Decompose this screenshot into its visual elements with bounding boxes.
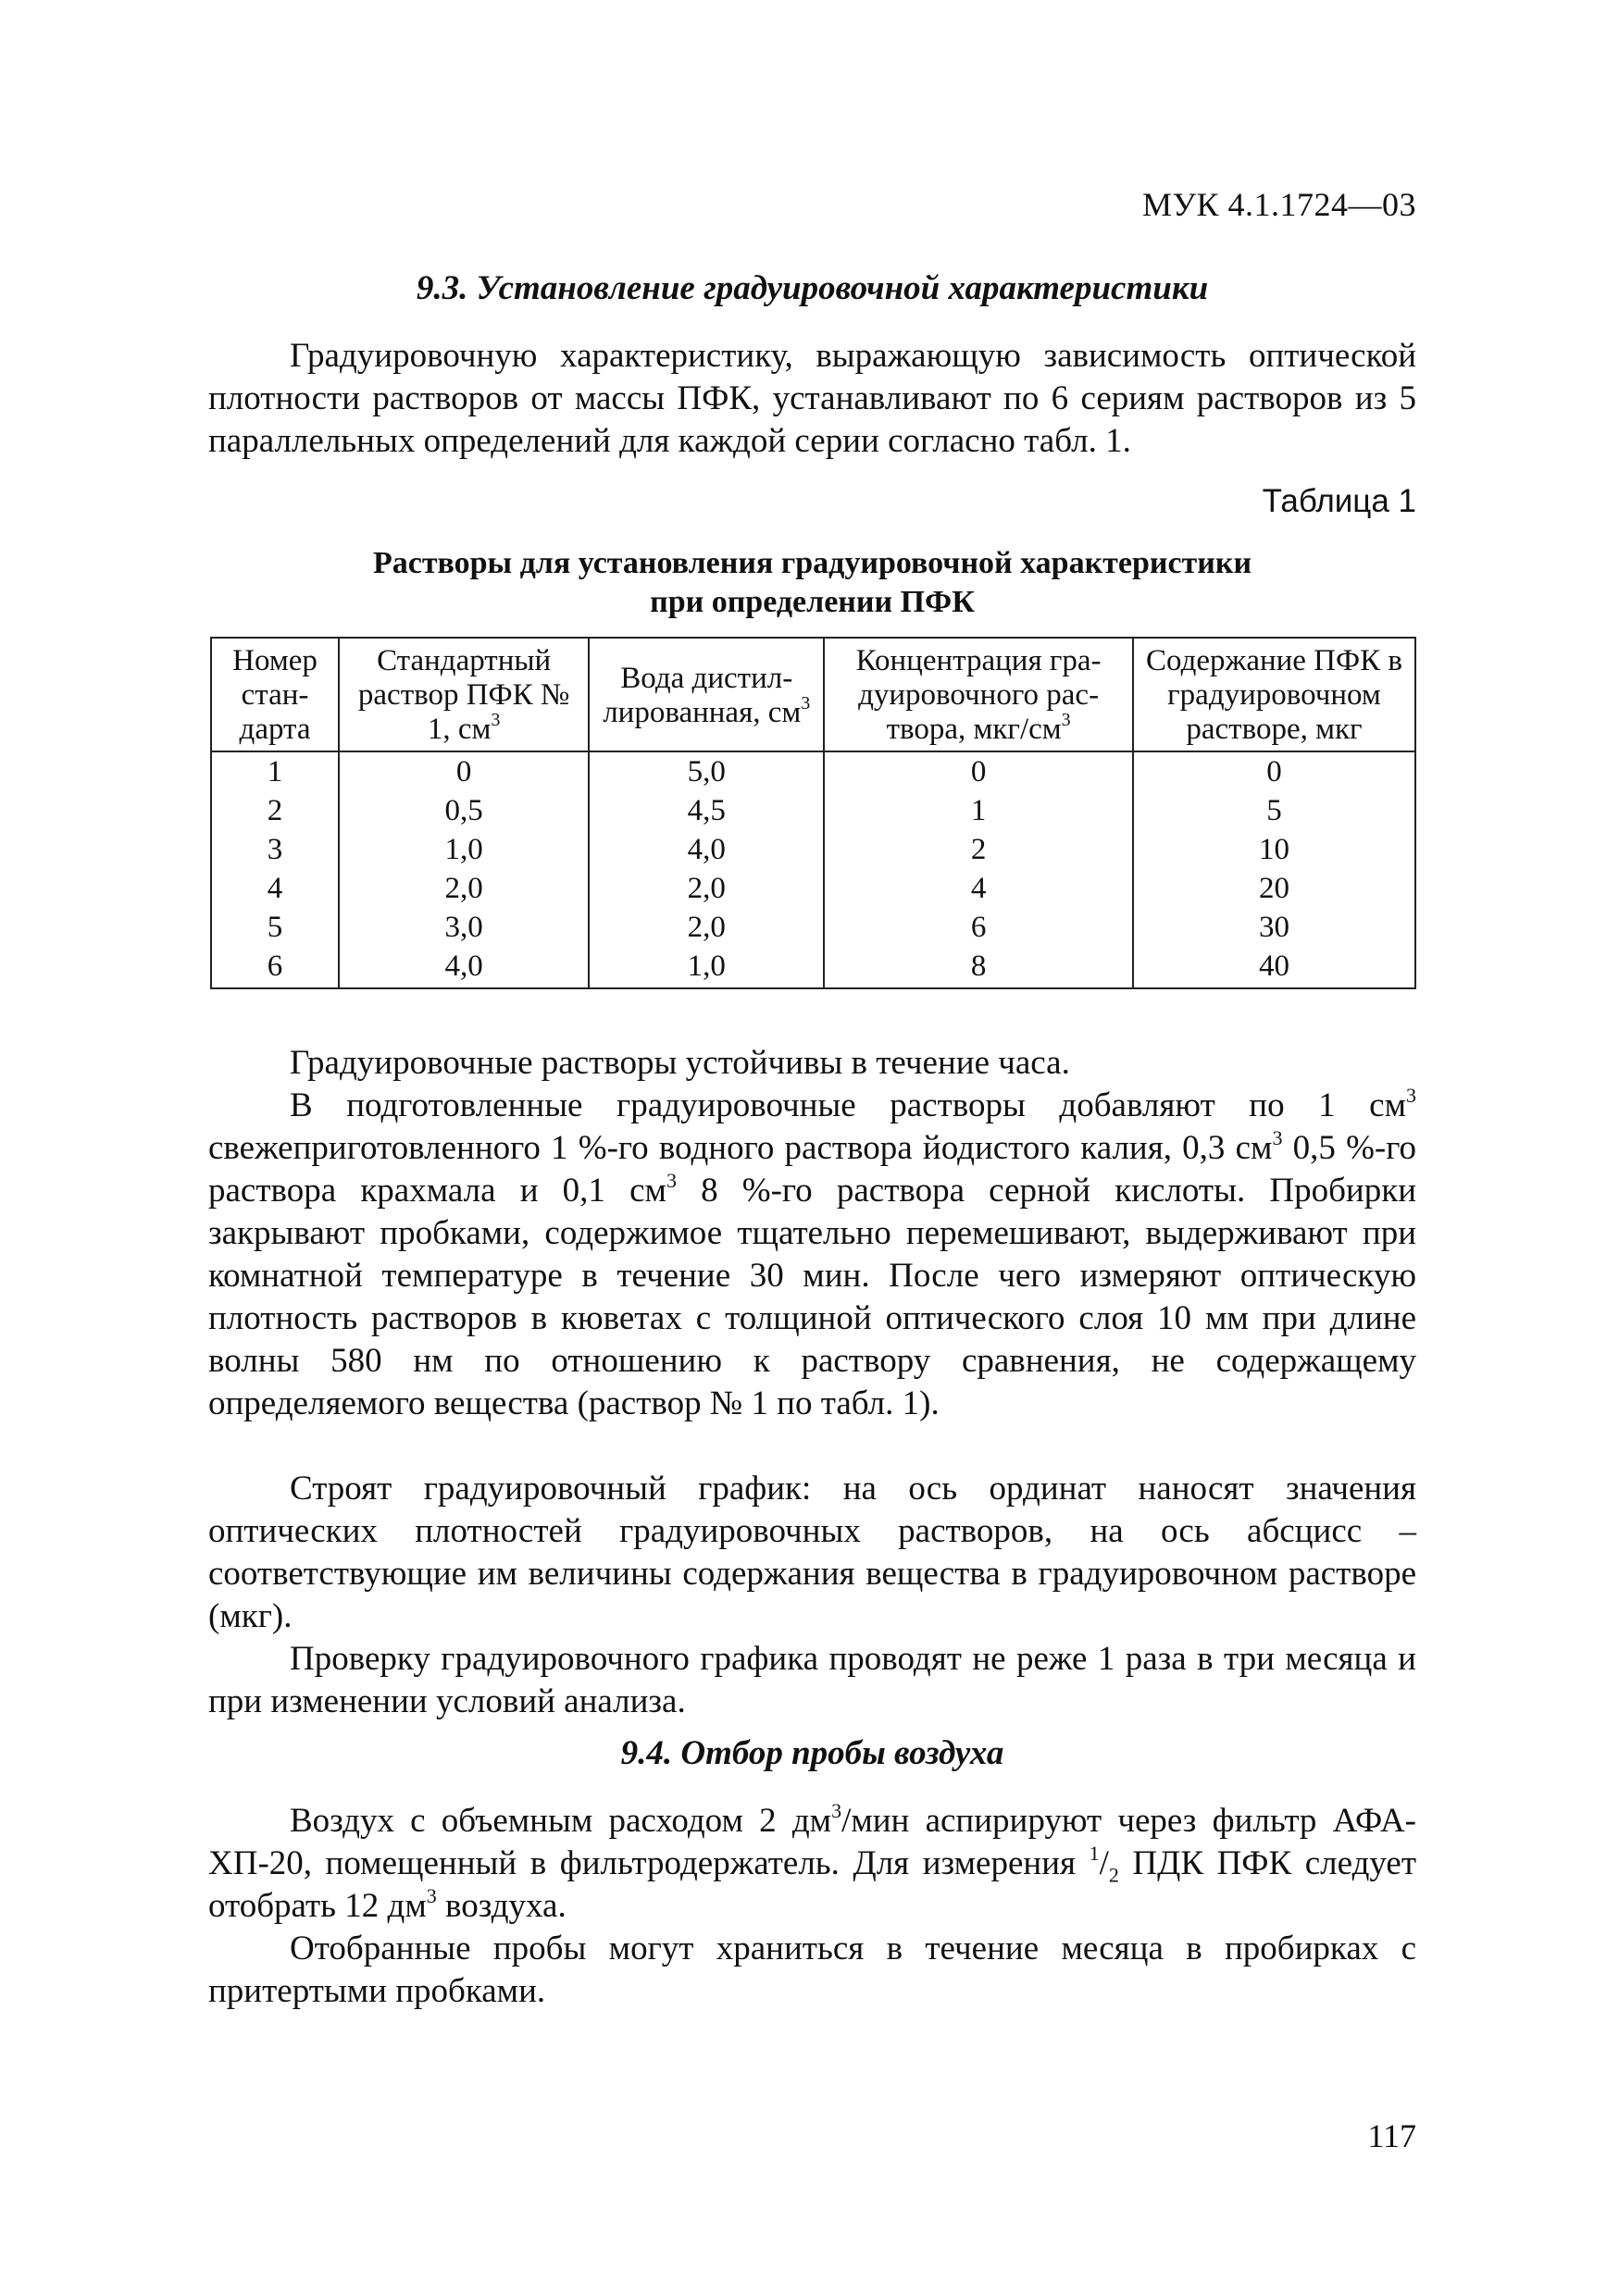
superscript: 3 (491, 710, 501, 730)
paragraph-graph-construction: Строят градуировочный график: на ось ординат наносят значения оптических плотностей градуировочных растворов, на ось абсцисс – соответствующие им величины содержания вещества в градуировочном растворе (мкг). (208, 1470, 1416, 1635)
fraction-denominator: 2 (1108, 1863, 1119, 1887)
header-pfk-content: Содержание ПФК в градуировочном растворе, мкг (1133, 638, 1415, 751)
table-cell: 1,0 (589, 947, 824, 988)
table-caption-line-1: Растворы для установления градуировочной характеристики (372, 546, 1252, 580)
text-segment: свежеприготовленного 1 %-го водного раствора йодистого калия, 0,3 см (208, 1129, 1273, 1167)
table-row (211, 791, 1415, 830)
table-row (211, 830, 1415, 869)
superscript: 3 (1061, 710, 1071, 730)
superscript: 3 (801, 692, 811, 714)
table-cell: 5 (1133, 791, 1415, 830)
header-standard-solution (339, 638, 589, 751)
table-cell: 1 (211, 751, 339, 791)
table-cell: 4,0 (589, 830, 824, 869)
header-distilled-water-text: Вода дистил-лированная, см (603, 661, 802, 729)
table-cell: 40 (1133, 947, 1415, 988)
table-cell: 20 (1133, 869, 1415, 908)
page-number: 117 (1367, 2117, 1416, 2154)
text-segment: В подготовленные градуировочные растворы добавляют по 1 см (290, 1086, 1406, 1124)
document-code: МУК 4.1.1724—03 (1141, 186, 1416, 223)
table-cell: 10 (1133, 830, 1415, 869)
table-cell: 6 (211, 947, 339, 988)
superscript: 3 (666, 1168, 677, 1192)
table-cell: 2 (824, 830, 1133, 869)
table-row (211, 908, 1415, 947)
paragraph-stability: Градуировочные растворы устойчивы в течение часа. (290, 1044, 1070, 1082)
table-header-row (211, 638, 1415, 751)
table-cell: 0 (339, 751, 589, 791)
text-segment: воздуха. (436, 1887, 567, 1925)
table-cell: 0 (824, 751, 1133, 791)
table-cell: 2,0 (589, 908, 824, 947)
table-label: Таблица 1 (1262, 483, 1416, 519)
calibration-solutions-table (210, 637, 1416, 989)
superscript: 3 (1406, 1083, 1416, 1107)
fraction-slash: / (1099, 1844, 1109, 1882)
table-cell: 4 (211, 869, 339, 908)
header-concentration (824, 638, 1133, 751)
table-row (211, 947, 1415, 988)
paragraph-air-sampling (208, 1800, 1416, 1928)
text-segment: ПДК ПФК следует отобрать 12 дм (208, 1844, 1416, 1925)
table-cell: 4,0 (339, 947, 589, 988)
paragraph-calibration-intro: Градуировочную характеристику, выражающую зависимость оптической плотности растворов от массы ПФК, устанавливают по 6 сериям растворов из 5 параллельных определений для каждой серии согласно табл. 1. (208, 337, 1416, 460)
table-cell: 1 (824, 791, 1133, 830)
text-segment: Воздух с объемным расходом 2 дм (290, 1802, 832, 1840)
text-segment: 0,5 %-го раствора крахмала и 0,1 см (208, 1129, 1416, 1210)
table-cell: 6 (824, 908, 1133, 947)
table-cell: 3,0 (339, 908, 589, 947)
table-row (211, 751, 1415, 791)
superscript: 3 (831, 1798, 842, 1822)
table-cell: 5 (211, 908, 339, 947)
text-segment: 8 %-го раствора серной кислоты. Пробирки закрывают пробками, содержимое тщательно перемешивают, выдерживают при комнатной температуре в течение 30 мин. После чего измеряют оптическую плотность растворов в кюветах с толщиной оптического слоя 10 мм при длине волны 580 нм по отношению к раствору сравнения, не содержащему определяемого вещества (раствор № 1 по табл. 1). (208, 1172, 1417, 1422)
table-cell: 5,0 (589, 751, 824, 791)
table-cell: 3 (211, 830, 339, 869)
table-cell: 4 (824, 869, 1133, 908)
table-cell: 8 (824, 947, 1133, 988)
paragraph-sample-storage: Отобранные пробы могут храниться в течение месяца в пробирках с притертыми пробками. (208, 1930, 1416, 2010)
table-caption-line-2: при определении ПФК (650, 585, 975, 619)
header-standard-solution-text: Стандартный раствор ПФК № 1, см (357, 644, 570, 746)
table-cell: 4,5 (589, 791, 824, 830)
superscript: 3 (1272, 1125, 1283, 1149)
table-cell: 2,0 (589, 869, 824, 908)
header-distilled-water (589, 638, 824, 751)
section-title-9-3: 9.3. Установление градуировочной характеристики (416, 269, 1209, 307)
table-cell: 2,0 (339, 869, 589, 908)
table-cell: 0,5 (339, 791, 589, 830)
section-title-9-4: 9.4. Отбор пробы воздуха (620, 1734, 1004, 1772)
table-caption (208, 544, 1416, 622)
text-segment: /мин аспирируют через фильтр АФА-ХП-20, помещенный в фильтродержатель. Для измерения (208, 1802, 1416, 1882)
table-row (211, 869, 1415, 908)
header-standard-number: Номер стан-дарта (211, 638, 339, 751)
paragraph-graph-check: Проверку градуировочного графика проводят не реже 1 раза в три месяца и при изменении условий анализа. (208, 1640, 1416, 1720)
table-cell: 2 (211, 791, 339, 830)
fraction-numerator: 1 (1089, 1841, 1100, 1865)
table-cell: 30 (1133, 908, 1415, 947)
table-cell: 0 (1133, 751, 1415, 791)
header-concentration-text: Концентрация гра-дуировочного рас-твора, мкг/см (855, 644, 1102, 746)
superscript: 3 (426, 1883, 437, 1907)
paragraph-preparation (208, 1085, 1416, 1425)
table-cell: 1,0 (339, 830, 589, 869)
table-body (211, 751, 1415, 988)
